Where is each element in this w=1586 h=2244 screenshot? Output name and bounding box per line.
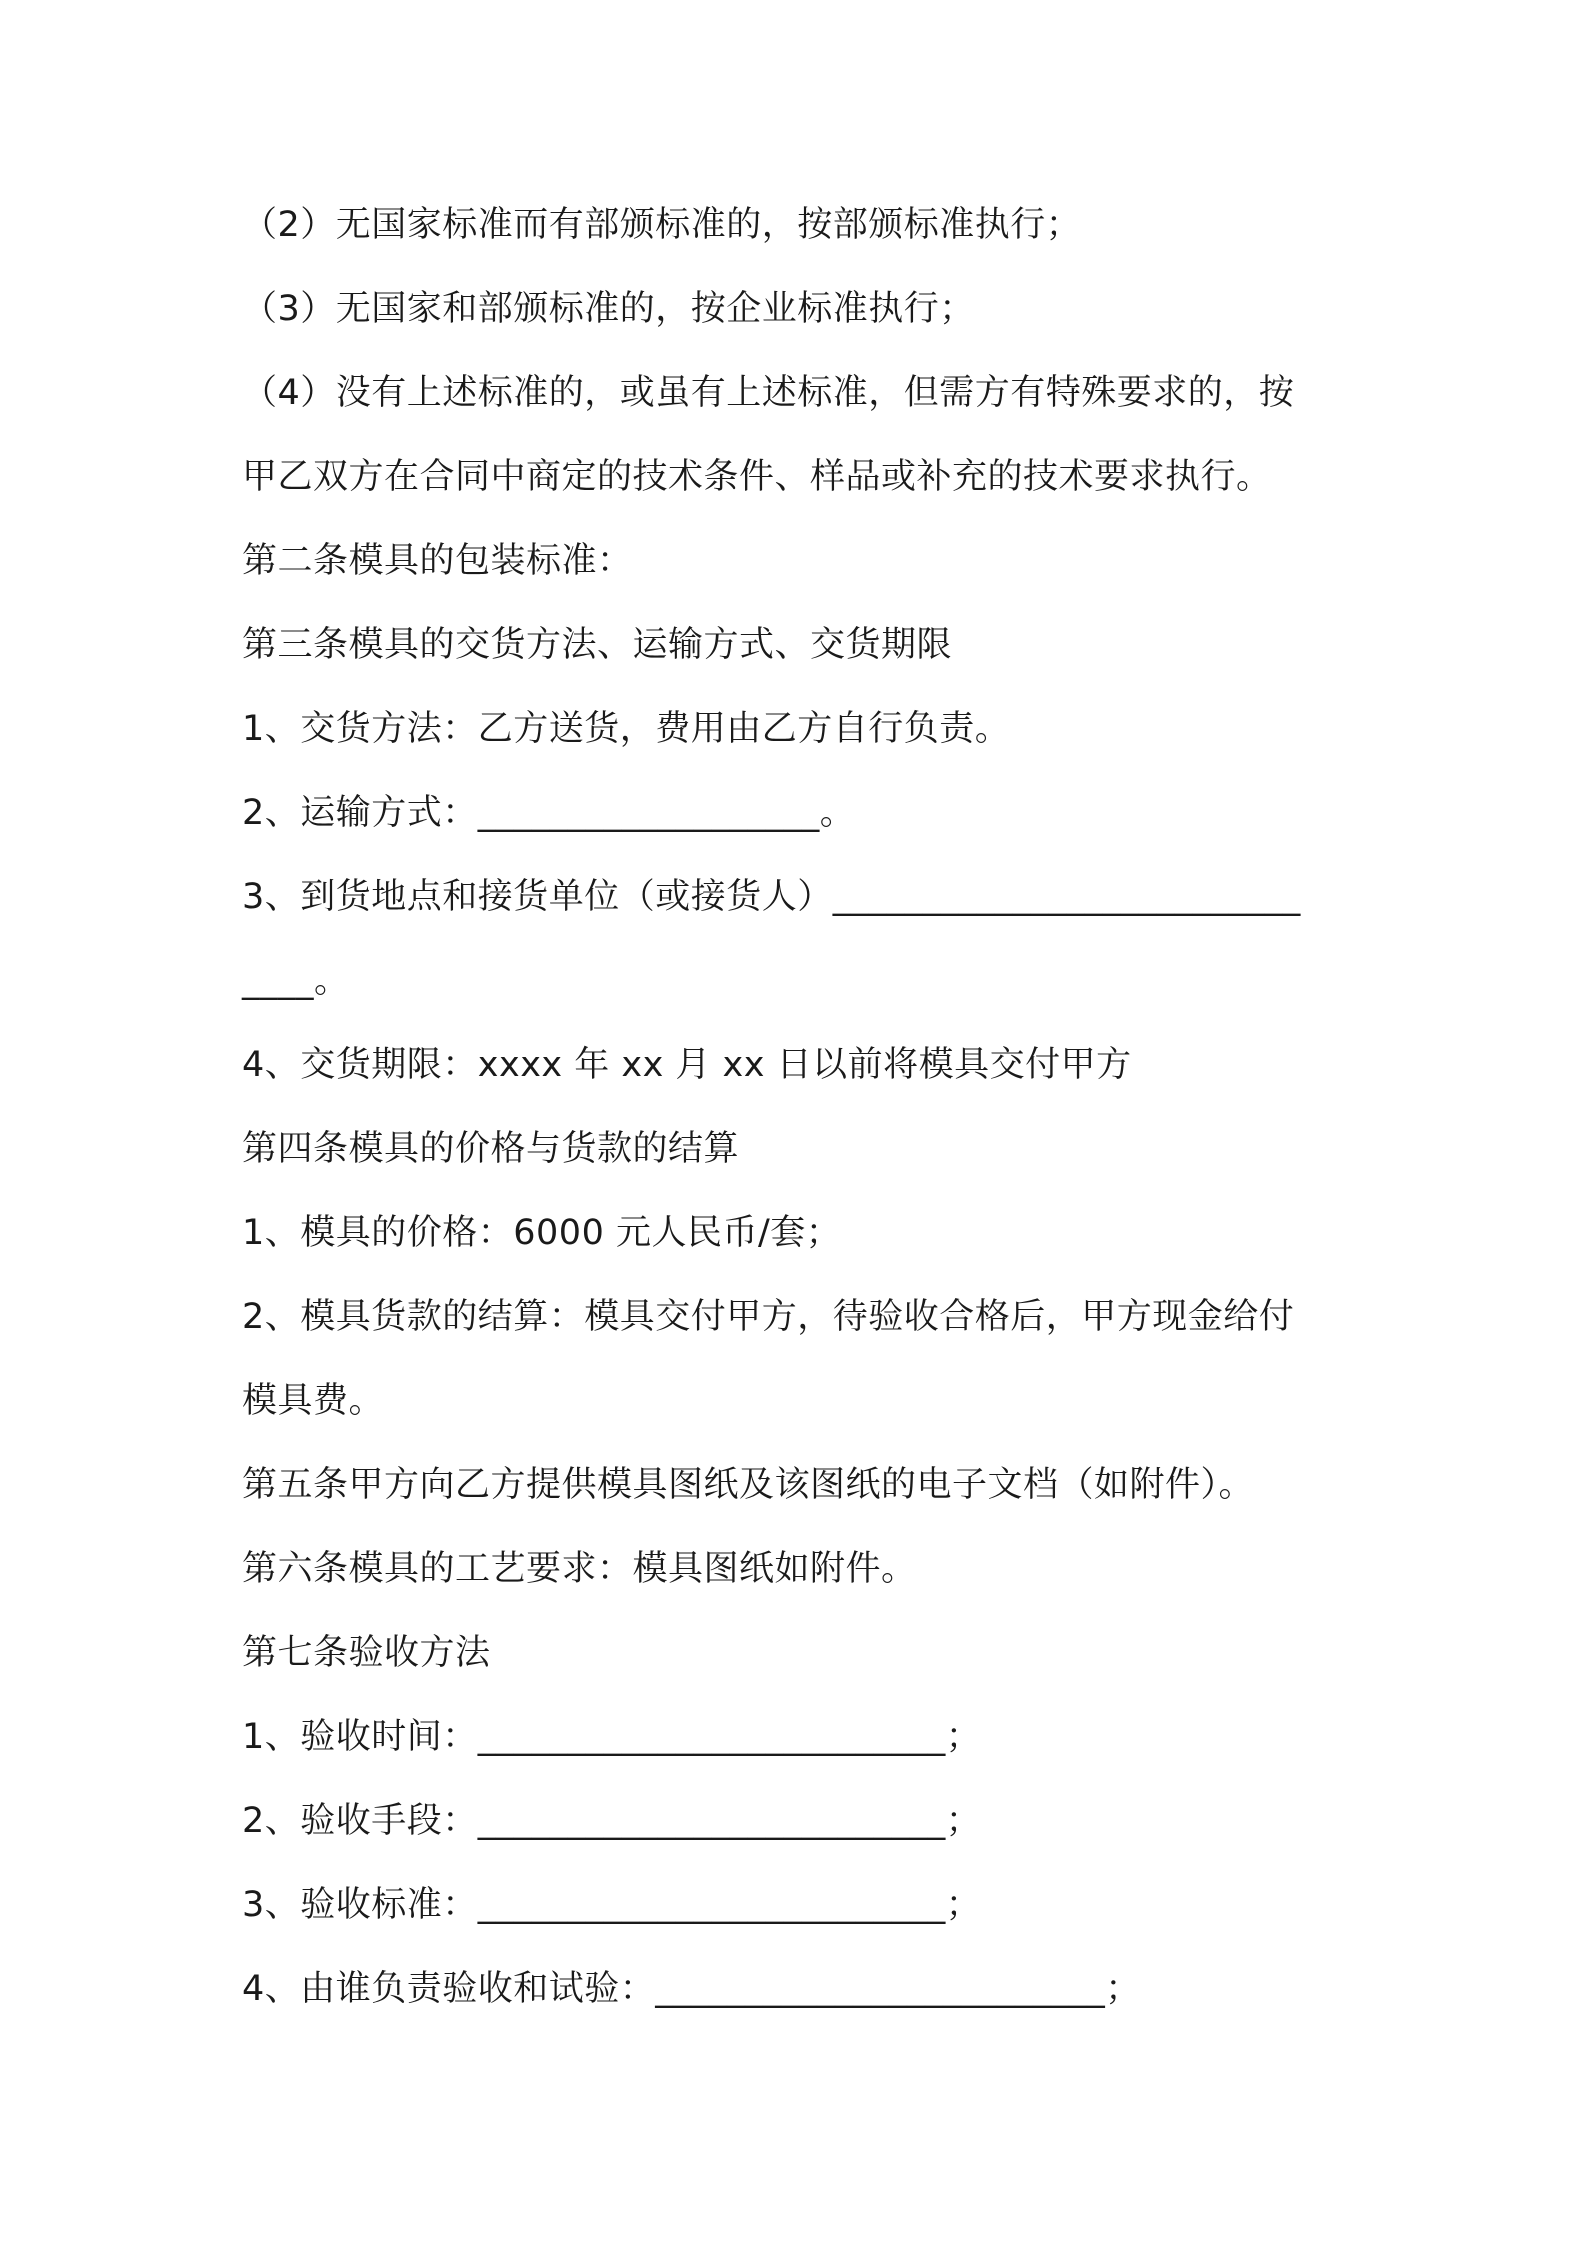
- section-heading-6: 第六条模具的工艺要求：模具图纸如附件。: [242, 1549, 917, 1589]
- section-heading-2: 第二条模具的包装标准：: [242, 541, 633, 581]
- inspection-responsibility-line: 4、由谁负责验收和试验：_________________________；: [242, 1969, 1141, 2009]
- payment-settlement-line: 2、模具货款的结算：模具交付甲方，待验收合格后，甲方现金给付: [242, 1297, 1295, 1337]
- section-heading-5: 第五条甲方向乙方提供模具图纸及该图纸的电子文档（如附件）。: [242, 1465, 1255, 1505]
- delivery-deadline-line: 4、交货期限：xxxx 年 xx 月 xx 日以前将模具交付甲方: [242, 1045, 1132, 1085]
- inspection-means-line: 2、验收手段：__________________________；: [242, 1801, 982, 1841]
- clause-line-4: 甲乙双方在合同中商定的技术条件、样品或补充的技术要求执行。: [242, 457, 1272, 497]
- payment-settlement-continued: 模具费。: [242, 1381, 385, 1421]
- inspection-time-line: 1、验收时间：__________________________；: [242, 1717, 982, 1757]
- inspection-standard-line: 3、验收标准：__________________________；: [242, 1885, 982, 1925]
- section-heading-7: 第七条验收方法: [242, 1633, 491, 1673]
- mold-price-line: 1、模具的价格：6000 元人民币/套；: [242, 1213, 842, 1253]
- delivery-method-line: 1、交货方法：乙方送货，费用由乙方自行负责。: [242, 709, 1011, 749]
- clause-line-1: （2）无国家标准而有部颁标准的，按部颁标准执行；: [242, 205, 1082, 245]
- section-heading-3: 第三条模具的交货方法、运输方式、交货期限: [242, 625, 953, 665]
- transport-method-line: 2、运输方式：___________________。: [242, 793, 856, 833]
- delivery-location-continued: ____。: [242, 961, 350, 1001]
- delivery-location-line: 3、到货地点和接货单位（或接货人）__________________________: [242, 877, 1301, 917]
- section-heading-4: 第四条模具的价格与货款的结算: [242, 1129, 740, 1169]
- clause-line-2: （3）无国家和部颁标准的，按企业标准执行；: [242, 289, 975, 329]
- clause-line-3: （4）没有上述标准的，或虽有上述标准，但需方有特殊要求的，按: [242, 373, 1295, 413]
